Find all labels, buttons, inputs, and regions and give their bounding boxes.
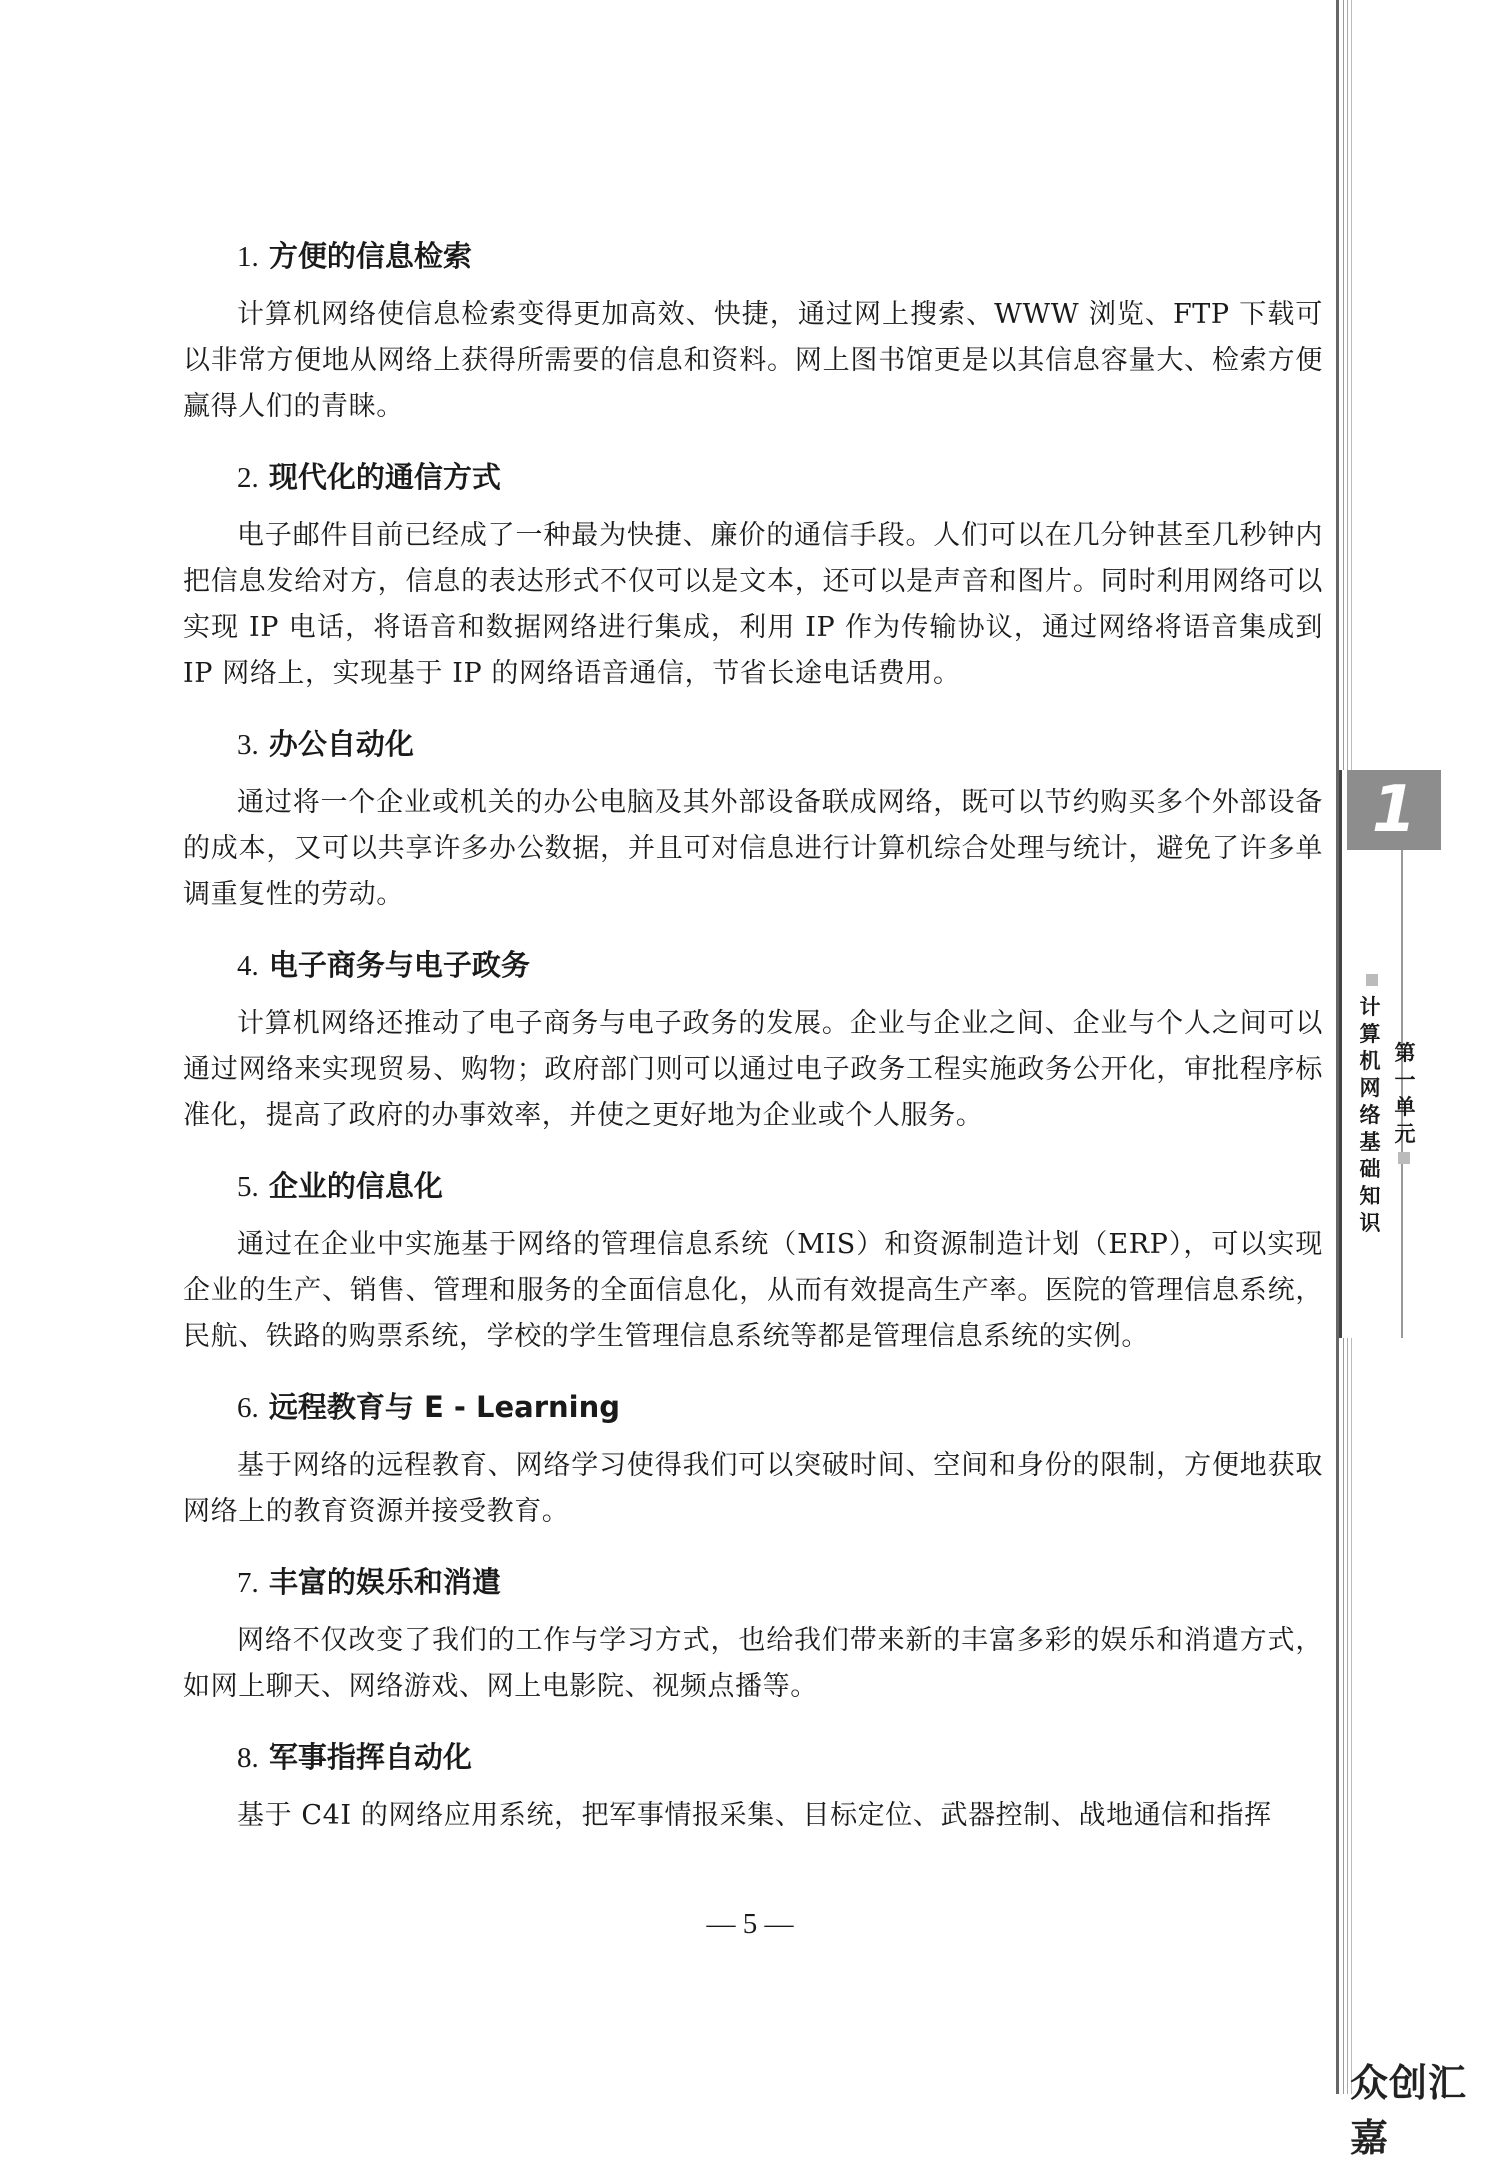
section-1 [183,232,1323,430]
section-6 [183,1383,1323,1535]
section-3 [183,720,1323,918]
section-heading: 2. 现代化的通信方式 [237,460,501,494]
page-content [183,232,1323,1862]
section-body: 电子邮件目前已经成了一种最为快捷、廉价的通信手段。人们可以在几分钟甚至几秒钟内把信息发给对方，信息的表达形式不仅可以是文本，还可以是声音和图片。同时利用网络可以实现 IP 电话，将语音和数据网络进行集成，利用 IP 作为传输协议，通过网络将语音集成到 IP 网络上，实现基于 IP 的网络语音通信，节省长途电话费用。 [183,520,1323,689]
watermark: 众创汇嘉 [1350,2061,1468,2160]
unit-number: 1 [1371,773,1417,847]
section-body: 基于 C4I 的网络应用系统，把军事情报采集、目标定位、武器控制、战地通信和指挥 [237,1800,1272,1831]
section-body: 计算机网络还推动了电子商务与电子政务的发展。企业与企业之间、企业与个人之间可以通过网络来实现贸易、购物；政府部门则可以通过电子政务工程实施政务公开化，审批程序标准化，提高了政府的办事效率，并使之更好地为企业或个人服务。 [183,1008,1323,1131]
section-heading: 1. 方便的信息检索 [237,239,472,273]
section-heading: 3. 办公自动化 [237,727,414,761]
page-number: — 5 — [706,1908,794,1940]
section-body: 网络不仅改变了我们的工作与学习方式，也给我们带来新的丰富多彩的娱乐和消遣方式，如网上聊天、网络游戏、网上电影院、视频点播等。 [183,1625,1323,1702]
side-rule [1336,1338,1339,2094]
section-5 [183,1162,1323,1360]
section-heading: 4. 电子商务与电子政务 [237,948,530,982]
section-body: 通过将一个企业或机关的办公电脑及其外部设备联成网络，既可以节约购买多个外部设备的成本，又可以共享许多办公数据，并且可对信息进行计算机综合处理与统计，避免了许多单调重复性的劳动。 [183,787,1323,910]
section-8 [183,1733,1323,1839]
square-icon [1398,1152,1410,1164]
unit-label: 第一单元 [1394,1041,1416,1146]
section-heading: 5. 企业的信息化 [237,1169,443,1203]
section-heading: 6. 远程教育与 E - Learning [237,1390,621,1424]
unit-title: 计算机网络基础知识 [1359,995,1381,1235]
section-body: 通过在企业中实施基于网络的管理信息系统（MIS）和资源制造计划（ERP），可以实现企业的生产、销售、管理和服务的全面信息化，从而有效提高生产率。医院的管理信息系统，民航、铁路的购票系统，学校的学生管理信息系统等都是管理信息系统的实例。 [183,1229,1323,1352]
section-2 [183,453,1323,697]
section-heading: 8. 军事指挥自动化 [237,1740,472,1774]
square-icon [1366,974,1378,986]
unit-number-tab [1347,770,1441,850]
section-body: 基于网络的远程教育、网络学习使得我们可以突破时间、空间和身份的限制，方便地获取网络上的教育资源并接受教育。 [183,1450,1323,1527]
section-heading: 7. 丰富的娱乐和消遣 [237,1565,501,1599]
section-4 [183,941,1323,1139]
section-7 [183,1558,1323,1710]
section-body: 计算机网络使信息检索变得更加高效、快捷，通过网上搜索、WWW 浏览、FTP 下载可以非常方便地从网络上获得所需要的信息和资料。网上图书馆更是以其信息容量大、检索方便赢得人们的青睐。 [183,299,1323,422]
